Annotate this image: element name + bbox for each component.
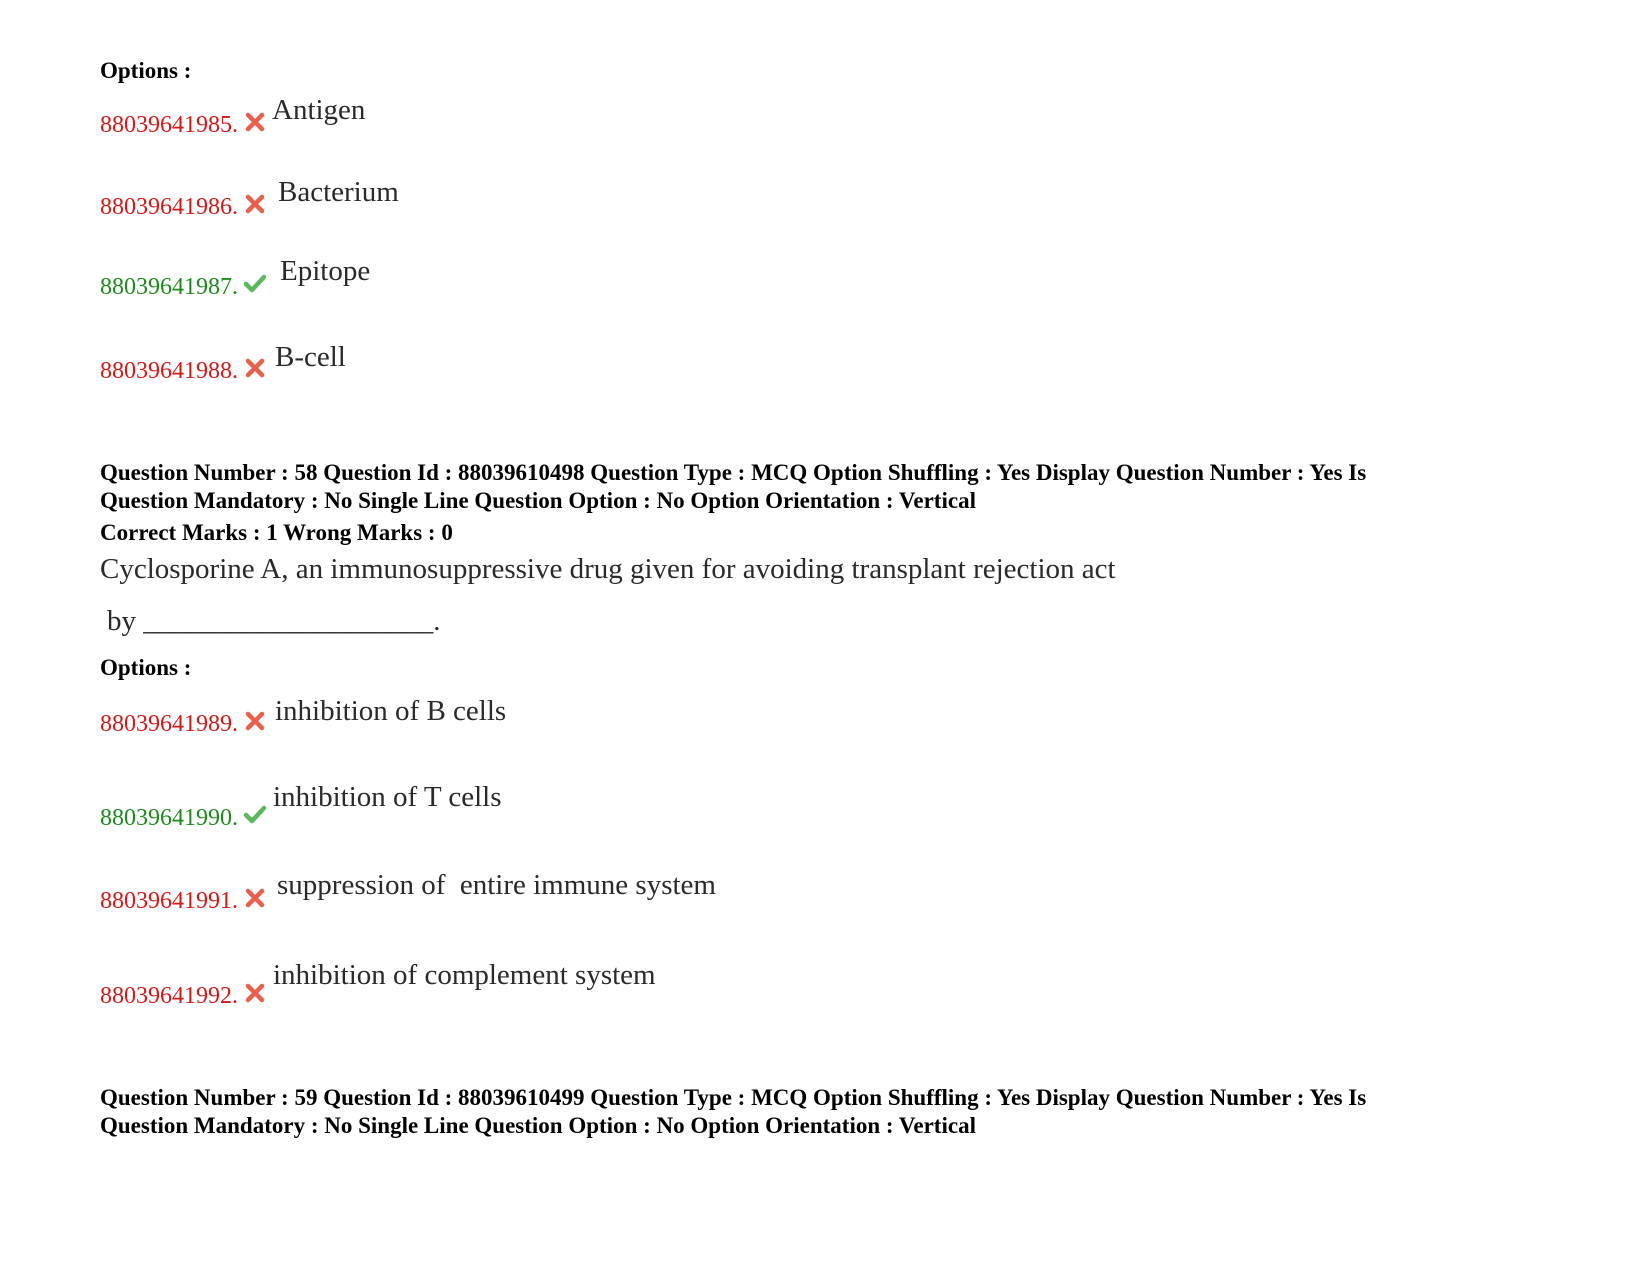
question-meta-line: Question Number : 59 Question Id : 88039610499 Question Type : MCQ Option Shuffling : Yes Display Question Number : Yes Is xyxy=(100,1085,1367,1110)
cross-icon xyxy=(243,709,267,733)
option-text: inhibition of T cells xyxy=(273,781,502,813)
question-meta-line: Question Number : 58 Question Id : 88039610498 Question Type : MCQ Option Shuffling : Yes Display Question Number : Yes Is xyxy=(100,460,1367,485)
cross-icon xyxy=(243,192,267,216)
question-stem-line: Cyclosporine A, an immunosuppressive drug given for avoiding transplant rejection act xyxy=(100,553,1116,585)
options-label: Options : xyxy=(100,655,192,680)
option-id: 88039641987. xyxy=(100,274,238,300)
question-stem-line: by ____________________. xyxy=(107,605,441,637)
question-meta xyxy=(100,459,1520,515)
question-marks: Correct Marks : 1 Wrong Marks : 0 xyxy=(100,520,453,545)
check-icon xyxy=(243,802,267,826)
option-text: Bacterium xyxy=(278,176,399,208)
option-text: Antigen xyxy=(272,94,366,126)
check-icon xyxy=(243,271,267,295)
option-id: 88039641990. xyxy=(100,805,238,831)
cross-icon xyxy=(243,886,267,910)
cross-icon xyxy=(243,110,267,134)
question-meta-line: Question Mandatory : No Single Line Question Option : No Option Orientation : Vertical xyxy=(100,488,976,513)
option-text: B-cell xyxy=(275,341,346,373)
option-id: 88039641988. xyxy=(100,358,238,384)
option-text: inhibition of B cells xyxy=(275,695,507,727)
option-id: 88039641992. xyxy=(100,983,238,1009)
option-text: Epitope xyxy=(280,255,371,287)
question-meta-line: Question Mandatory : No Single Line Question Option : No Option Orientation : Vertical xyxy=(100,1113,976,1138)
option-id: 88039641986. xyxy=(100,194,238,220)
option-text: suppression of entire immune system xyxy=(277,869,716,901)
question-meta xyxy=(100,1084,1520,1140)
options-label: Options : xyxy=(100,58,192,83)
option-id: 88039641989. xyxy=(100,711,238,737)
option-id: 88039641991. xyxy=(100,888,238,914)
cross-icon xyxy=(243,981,267,1005)
option-id: 88039641985. xyxy=(100,112,238,138)
cross-icon xyxy=(243,356,267,380)
option-text: inhibition of complement system xyxy=(273,959,656,991)
